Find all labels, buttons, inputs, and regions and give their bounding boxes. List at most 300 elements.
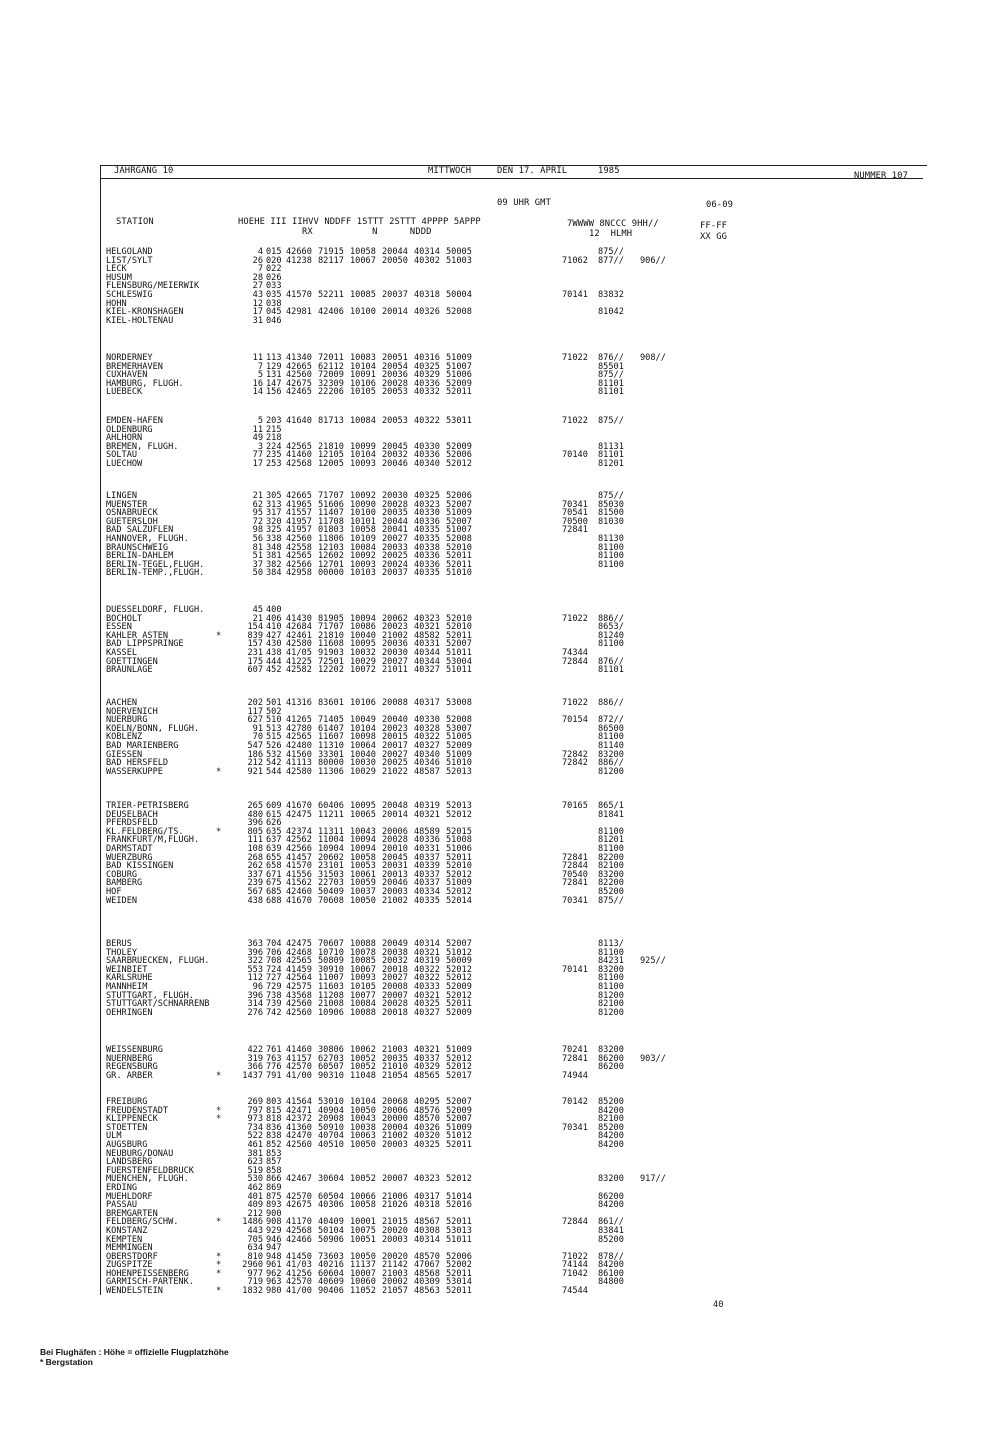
synop-group: 20003: [382, 886, 408, 897]
station-elevation: 396: [247, 818, 263, 829]
station-elevation: 98: [252, 525, 263, 536]
station-elevation: 921: [247, 766, 263, 777]
synop-group: 48568: [414, 1268, 440, 1279]
synop-group: 40336: [414, 559, 440, 570]
station-number: 430: [266, 639, 282, 650]
synop-group: 85200: [598, 886, 624, 897]
station-elevation: 719: [247, 1277, 263, 1288]
synop-group: 41238: [286, 255, 312, 266]
synop-group: 42580: [286, 639, 312, 650]
synop-group: 70341: [562, 895, 588, 906]
station-name: LINGEN: [106, 491, 138, 501]
synop-group: 70541: [562, 508, 588, 519]
synop-group: 40331: [414, 843, 440, 854]
station-number: 738: [266, 990, 282, 1001]
synop-group: 40322: [414, 964, 440, 975]
synop-group: 40333: [414, 981, 440, 992]
synop-group: 877//: [598, 255, 624, 266]
station-number: 791: [266, 1070, 282, 1081]
synop-group: 40337: [414, 1053, 440, 1064]
synop-group: 52011: [446, 999, 472, 1010]
synop-group: 40326: [414, 307, 440, 318]
station-elevation: 567: [247, 886, 263, 897]
synop-group: 875//: [598, 370, 624, 381]
synop-group: 51006: [446, 843, 472, 854]
station-elevation: 480: [247, 809, 263, 820]
synop-group: 10067: [350, 964, 376, 975]
synop-group: 42564: [286, 973, 312, 984]
synop-group: 52006: [446, 491, 472, 501]
station-name: BAMBERG: [106, 878, 143, 889]
synop-group: 72841: [562, 878, 588, 889]
station-elevation: 262: [247, 861, 263, 872]
station-column-header: STATION: [116, 217, 154, 227]
station-elevation: 14: [252, 387, 263, 398]
station-elevation: 422: [247, 1045, 263, 1055]
station-name: HAMBURG, FLUGH.: [106, 378, 184, 389]
synop-group: 41564: [286, 1097, 312, 1107]
synop-group: 42466: [286, 1234, 312, 1245]
synop-group: 86200: [598, 1191, 624, 1202]
station-name: DUESSELDORF, FLUGH.: [106, 605, 205, 615]
synop-group: 20027: [382, 656, 408, 667]
station-elevation: 1437: [242, 1070, 263, 1081]
synop-group: 83200: [598, 964, 624, 975]
synop-group: 41/00: [286, 1286, 312, 1297]
synop-group: 70607: [318, 939, 344, 949]
synop-group: 10061: [350, 869, 376, 880]
synop-group: 10060: [350, 1277, 376, 1288]
synop-group: 20088: [382, 698, 408, 708]
synop-group: 20051: [382, 353, 408, 363]
synop-group: 10029: [350, 656, 376, 667]
synop-group: 40330: [414, 508, 440, 519]
extra-groups-subheader: 12 HLMH: [589, 229, 633, 239]
station-elevation: 77: [252, 450, 263, 461]
synop-group: 20027: [382, 749, 408, 760]
station-number: 635: [266, 826, 282, 837]
station-elevation: 81: [252, 542, 263, 553]
station-name: BERLIN-DAHLEM: [106, 551, 174, 562]
synop-group: 10084: [350, 999, 376, 1010]
synop-group: 82100: [598, 999, 624, 1010]
synop-group: 42568: [286, 458, 312, 469]
synop-group: 42981: [286, 307, 312, 318]
synop-group: 11137: [350, 1260, 376, 1271]
station-number: 381: [266, 551, 282, 562]
station-name: KIEL-HOLTENAU: [106, 315, 174, 326]
station-elevation: 553: [247, 964, 263, 975]
synop-group: 81101: [598, 378, 624, 389]
synop-group: 10104: [350, 361, 376, 372]
station-name: TRIER-PETRISBERG: [106, 801, 189, 811]
synop-group: 52011: [446, 852, 472, 863]
synop-group: 50409: [318, 886, 344, 897]
station-number: 338: [266, 533, 282, 544]
synop-group: 52006: [446, 1251, 472, 1262]
synop-group: 10050: [350, 1251, 376, 1262]
synop-group: 20033: [382, 542, 408, 553]
synop-group: 41560: [286, 749, 312, 760]
synop-group: 81200: [598, 766, 624, 777]
synop-group: 86500: [598, 723, 624, 734]
synop-group: 10106: [350, 698, 376, 708]
synop-group: 20020: [382, 1225, 408, 1236]
station-number: 818: [266, 1114, 282, 1125]
station-number: 218: [266, 433, 282, 444]
synop-group: 52011: [446, 1286, 472, 1297]
station-number: 317: [266, 508, 282, 519]
synop-group: 42475: [286, 809, 312, 820]
header-bottom-rule: [100, 178, 923, 179]
synop-group: 11306: [318, 766, 344, 777]
station-name: OLDENBURG: [106, 424, 153, 435]
synop-group: 51009: [446, 353, 472, 363]
synop-group: 91903: [318, 647, 344, 658]
synop-group: 53004: [446, 656, 472, 667]
synop-group: 41640: [286, 416, 312, 426]
synop-group: 11211: [318, 809, 344, 820]
margin-note: 40: [713, 1300, 724, 1310]
station-name: HOF: [106, 886, 122, 897]
station-name: BAD SALZUFLEN: [106, 525, 174, 536]
synop-group: 70241: [562, 1045, 588, 1055]
synop-group: 20014: [382, 307, 408, 318]
weekday-label: MITTWOCH: [428, 166, 472, 176]
station-name: HELGOLAND: [106, 247, 153, 257]
synop-group: 41459: [286, 964, 312, 975]
station-number: 348: [266, 542, 282, 553]
station-elevation: 111: [247, 835, 263, 846]
station-elevation: 31: [252, 315, 263, 326]
synop-group: 20028: [382, 499, 408, 510]
synop-group: 70341: [562, 1122, 588, 1133]
station-number: 742: [266, 1007, 282, 1018]
synop-group: 52009: [446, 378, 472, 389]
station-name: BAD MARIENBERG: [106, 740, 179, 751]
synop-group: 20908: [318, 1114, 344, 1125]
synop-group: 41457: [286, 852, 312, 863]
synop-group: 875//: [598, 416, 624, 426]
synop-group: 10105: [350, 387, 376, 398]
synop-group: 84200: [598, 1131, 624, 1142]
station-number: 763: [266, 1053, 282, 1064]
synop-group: 40346: [414, 758, 440, 769]
synop-group: 51006: [446, 370, 472, 381]
station-number: 739: [266, 999, 282, 1010]
synop-group: 40344: [414, 647, 440, 658]
synop-group: 42675: [286, 378, 312, 389]
synop-group: 10052: [350, 1174, 376, 1185]
synop-group: 84200: [598, 1105, 624, 1116]
synop-group: 81100: [598, 973, 624, 984]
station-number: 501: [266, 698, 282, 708]
synop-group: 40216: [318, 1260, 344, 1271]
synop-group: 50004: [446, 289, 472, 300]
synop-group: 85200: [598, 1097, 624, 1107]
synop-group: 52012: [446, 809, 472, 820]
synop-group: 51009: [446, 1045, 472, 1055]
station-number: 544: [266, 766, 282, 777]
station-number: 857: [266, 1157, 282, 1168]
synop-group: 41562: [286, 878, 312, 889]
station-number: 866: [266, 1174, 282, 1185]
synop-group: 20044: [382, 247, 408, 257]
synop-group: 10100: [350, 508, 376, 519]
synop-group: 62112: [318, 361, 344, 372]
synop-group: 52007: [446, 499, 472, 510]
synop-group: 60504: [318, 1191, 344, 1202]
station-elevation: 112: [247, 973, 263, 984]
station-number: 444: [266, 656, 282, 667]
synop-group: 10040: [350, 630, 376, 641]
station-name: GUETERSLOH: [106, 516, 158, 527]
station-elevation: 117: [247, 706, 263, 717]
synop-group: 47067: [414, 1260, 440, 1271]
synop-group: 51008: [446, 835, 472, 846]
station-elevation: 381: [247, 1148, 263, 1159]
synop-group: 72841: [562, 1053, 588, 1064]
synop-group: 42665: [286, 361, 312, 372]
synop-group: 10049: [350, 715, 376, 726]
station-name: LANDSBERG: [106, 1157, 153, 1168]
station-number: 609: [266, 801, 282, 811]
synop-group: 52012: [446, 964, 472, 975]
station-name: EMDEN-HAFEN: [106, 416, 163, 426]
synop-group: 81030: [598, 516, 624, 527]
station-elevation: 627: [247, 715, 263, 726]
synop-group: 00000: [318, 568, 344, 579]
synop-group: 52014: [446, 895, 472, 906]
synop-group: 52010: [446, 542, 472, 553]
station-number: 637: [266, 835, 282, 846]
station-number: 045: [266, 307, 282, 318]
station-name: GR. ARBER: [106, 1070, 153, 1081]
synop-group: 10095: [350, 801, 376, 811]
station-number: 729: [266, 981, 282, 992]
synop-group: 40321: [414, 809, 440, 820]
synop-group: 11004: [318, 835, 344, 846]
synop-group: 84800: [598, 1277, 624, 1288]
station-elevation: 27: [252, 281, 263, 292]
station-elevation: 1486: [242, 1217, 263, 1228]
synop-group: 90406: [318, 1286, 344, 1297]
synop-group: 52011: [446, 1217, 472, 1228]
station-name: LUEBECK: [106, 387, 143, 398]
synop-group: 40314: [414, 1234, 440, 1245]
station-number: 022: [266, 264, 282, 275]
synop-group: 83832: [598, 289, 624, 300]
station-name: OBERSTDORF: [106, 1251, 158, 1262]
synop-group: 10906: [318, 1007, 344, 1018]
station-elevation: 95: [252, 508, 263, 519]
synop-group: 85200: [598, 1234, 624, 1245]
synop-group: 52011: [446, 387, 472, 398]
synop-group: 11007: [318, 973, 344, 984]
station-name: PFERDSFELD: [106, 818, 158, 829]
synop-group: 81100: [598, 732, 624, 743]
synop-group: 40339: [414, 861, 440, 872]
synop-group: 20024: [382, 559, 408, 570]
codes-column-header: HOEHE III IIHVV NDDFF 1STTT 2STTT 4PPPP 5APPP: [238, 217, 481, 227]
synop-group: 40318: [414, 1200, 440, 1211]
synop-group: 10710: [318, 947, 344, 958]
synop-group: 40338: [414, 542, 440, 553]
synop-group: 917//: [640, 1174, 666, 1185]
synop-group: 52009: [446, 740, 472, 751]
synop-group: 21054: [382, 1070, 408, 1081]
station-name: BRAUNLAGE: [106, 665, 153, 676]
synop-group: 20020: [382, 1251, 408, 1262]
synop-group: 10029: [350, 766, 376, 777]
synop-group: 40321: [414, 990, 440, 1001]
synop-group: 10051: [350, 1234, 376, 1245]
synop-group: 42465: [286, 387, 312, 398]
synop-group: 10085: [350, 956, 376, 967]
synop-group: 43568: [286, 990, 312, 1001]
synop-group: 10104: [350, 450, 376, 461]
synop-group: 861//: [598, 1217, 624, 1228]
station-number: 900: [266, 1208, 282, 1219]
left-border-rule: [100, 165, 101, 1295]
synop-group: 10067: [350, 255, 376, 266]
synop-group: 40334: [414, 886, 440, 897]
synop-group: 80000: [318, 758, 344, 769]
station-number: 427: [266, 630, 282, 641]
synop-group: 10094: [350, 843, 376, 854]
synop-group: 70341: [562, 499, 588, 510]
station-name: NORDERNEY: [106, 353, 153, 363]
station-number: 033: [266, 281, 282, 292]
synop-group: 52006: [446, 450, 472, 461]
station-number: 035: [266, 289, 282, 300]
synop-group: 40314: [414, 939, 440, 949]
synop-group: 40332: [414, 387, 440, 398]
ff-column-subheader: XX GG: [700, 232, 727, 242]
synop-group: 20035: [382, 508, 408, 519]
synop-group: 71022: [562, 353, 588, 363]
synop-group: 42565: [286, 441, 312, 452]
synop-group: 81713: [318, 416, 344, 426]
synop-group: 21008: [318, 999, 344, 1010]
footer-note-mountain: * Bergstation: [40, 1357, 93, 1367]
synop-group: 50009: [446, 956, 472, 967]
station-name: BAD KISSINGEN: [106, 861, 174, 872]
station-elevation: 265: [247, 801, 263, 811]
synop-group: 40318: [414, 289, 440, 300]
synop-group: 51014: [446, 1191, 472, 1202]
synop-group: 10038: [350, 1122, 376, 1133]
synop-group: 81100: [598, 639, 624, 650]
station-name: DARMSTADT: [106, 843, 153, 854]
station-name: HOHENPEISSENBERG: [106, 1268, 189, 1279]
station-number: 452: [266, 665, 282, 676]
synop-group: 40326: [414, 1122, 440, 1133]
mountain-station-marker: *: [216, 766, 222, 777]
synop-group: 21002: [382, 895, 408, 906]
synop-group: 51010: [446, 758, 472, 769]
synop-group: 51011: [446, 647, 472, 658]
ff-column-header: FF-FF: [700, 221, 727, 231]
synop-group: 41957: [286, 516, 312, 527]
station-number: 761: [266, 1045, 282, 1055]
station-number: 384: [266, 568, 282, 579]
synop-group: 42467: [286, 1174, 312, 1185]
synop-group: 20018: [382, 964, 408, 975]
synop-group: 74544: [562, 1286, 588, 1297]
synop-group: 52011: [446, 1139, 472, 1150]
station-number: 156: [266, 387, 282, 398]
synop-group: 10104: [350, 723, 376, 734]
synop-group: 10083: [350, 353, 376, 363]
mountain-station-marker: *: [216, 1286, 222, 1297]
synop-group: 40335: [414, 895, 440, 906]
synop-group: 83200: [598, 1174, 624, 1185]
mountain-station-marker: *: [216, 1114, 222, 1125]
synop-group: 20049: [382, 939, 408, 949]
synop-group: 42958: [286, 568, 312, 579]
station-elevation: 212: [247, 758, 263, 769]
station-elevation: 21: [252, 491, 263, 501]
mountain-station-marker: *: [216, 1070, 222, 1081]
synop-group: 53014: [446, 1277, 472, 1288]
synop-group: 52011: [446, 551, 472, 562]
synop-group: 52007: [446, 1114, 472, 1125]
synop-group: 20017: [382, 740, 408, 751]
station-number: 203: [266, 416, 282, 426]
synop-group: 42562: [286, 835, 312, 846]
synop-group: 81100: [598, 826, 624, 837]
synop-group: 40340: [414, 749, 440, 760]
synop-group: 42560: [286, 1139, 312, 1150]
station-name: FLENSBURG/MEIERWIK: [106, 281, 200, 292]
synop-group: 10109: [350, 533, 376, 544]
synop-group: 11608: [318, 639, 344, 650]
synop-group: 50809: [318, 956, 344, 967]
station-name: KOBLENZ: [106, 732, 143, 743]
synop-group: 876//: [598, 656, 624, 667]
synop-group: 886//: [598, 758, 624, 769]
station-elevation: 154: [247, 622, 263, 633]
codes-column-subheader: RX N NDDD: [302, 227, 432, 237]
synop-group: 42471: [286, 1105, 312, 1116]
synop-group: 82100: [598, 1114, 624, 1125]
synop-group: 71707: [318, 622, 344, 633]
synop-group: 52015: [446, 826, 472, 837]
synop-group: 72009: [318, 370, 344, 381]
synop-group: 40336: [414, 835, 440, 846]
synop-group: 30806: [318, 1045, 344, 1055]
synop-group: 40325: [414, 1139, 440, 1150]
synop-group: 21810: [318, 441, 344, 452]
synop-group: 53011: [446, 416, 472, 426]
station-number: 320: [266, 516, 282, 527]
synop-group: 42406: [318, 307, 344, 318]
synop-group: 21006: [382, 1191, 408, 1202]
synop-group: 11311: [318, 826, 344, 837]
synop-group: 20046: [382, 878, 408, 889]
synop-group: 40336: [414, 516, 440, 527]
synop-group: 20068: [382, 1097, 408, 1107]
station-number: 400: [266, 605, 282, 615]
synop-group: 41570: [286, 289, 312, 300]
synop-group: 82100: [598, 861, 624, 872]
synop-group: 41225: [286, 656, 312, 667]
synop-group: 865/1: [598, 801, 624, 811]
synop-group: 52007: [446, 939, 472, 949]
station-number: 947: [266, 1243, 282, 1254]
station-number: 929: [266, 1225, 282, 1236]
